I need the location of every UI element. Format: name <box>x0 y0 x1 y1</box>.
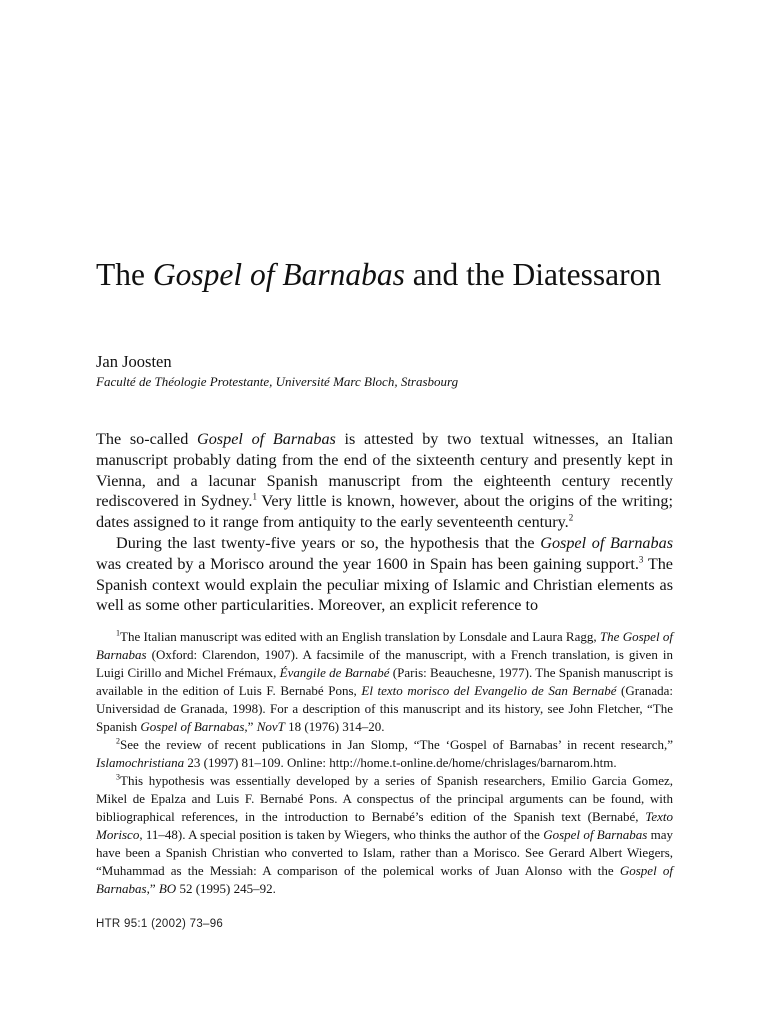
text-run: During the last twenty-five years or so, the hypothesis that the <box>116 533 541 552</box>
italic-run: Gospel of Barnabas <box>540 533 673 552</box>
text-run: ,” <box>146 881 159 896</box>
footnote-3 <box>96 772 673 898</box>
paragraph-1 <box>96 429 673 533</box>
footnote-number: 2 <box>116 736 120 746</box>
text-run: The so-called <box>96 430 198 448</box>
author-name: Jan Joosten <box>96 352 172 371</box>
article-title <box>96 256 673 294</box>
title-italic: Gospel of Barnabas <box>152 257 405 292</box>
title-pre: The <box>96 257 153 292</box>
italic-run: El texto morisco del Evangelio de San Bernabé <box>361 683 617 698</box>
footnote-2 <box>96 736 673 772</box>
italic-run: Islamochristiana <box>96 755 185 770</box>
italic-run: Gospel of Barnabas <box>197 430 336 448</box>
text-run: , 11–48). A special position is taken by Wiegers, who thinks the author of the <box>139 827 544 842</box>
text-run: This hypothesis was essentially developed by a series of Spanish researchers, Emilio Garcia Gomez, Mikel de Epalza and Luis F. Bernabé Pons. A conspectus of the principal arguments can be found, with bibliographical references, in the introduction to Bernabé’s edition of the Spanish text (Bernabé, <box>96 773 673 824</box>
text-run: was created by a Morisco around the year 1600 in Spain has been gaining support. <box>96 554 639 573</box>
italic-run: BO <box>158 881 177 896</box>
italic-run: NovT <box>256 719 285 734</box>
paragraph-2 <box>96 533 673 616</box>
italic-run: Gospel of Barnabas <box>96 863 673 896</box>
footnote-1 <box>96 628 673 736</box>
text-run: may have been a Spanish Christian who converted to Islam, rather than a Morisco. See Gerard Albert Wiegers, “Muhammad as the Messiah: A comparison of the polemical works of Juan Alonso with the <box>96 827 674 878</box>
text-run: 23 (1997) 81–109. Online: http://home.t-online.de/home/chrislages/barnarom.htm. <box>184 755 617 770</box>
footnotes <box>96 628 673 898</box>
italic-run: Texto Morisco <box>96 809 673 842</box>
italic-run: Évangile de Barnabé <box>279 665 390 680</box>
text-run: Very little is known, however, about the origins of the writing; dates assigned to it range from antiquity to the early seventeenth century. <box>96 492 673 532</box>
body-text <box>96 429 673 616</box>
text-run: is attested by two textual witnesses, an Italian manuscript probably dating from the end of the sixteenth century and presently kept in Vienna, and a lacunar Spanish manuscript from the eighteenth century recently rediscovered in Sydney. <box>96 430 673 511</box>
text-run: 52 (1995) 245–92. <box>176 881 276 896</box>
text-run: (Oxford: Clarendon, 1907). A facsimile of the manuscript, with a French translation, is given in Luigi Cirillo and Michel Frémaux, <box>96 647 673 680</box>
text-run: The Italian manuscript was edited with an English translation by Lonsdale and Laura Ragg, <box>120 629 600 644</box>
text-run: ,” <box>244 719 257 734</box>
text-run: 18 (1976) 314–20. <box>284 719 385 734</box>
author-affiliation: Faculté de Théologie Protestante, Université Marc Bloch, Strasbourg <box>96 374 459 389</box>
title-post: and the Diatessaron <box>404 257 662 292</box>
text-run: (Paris: Beauchesne, 1977). The Spanish manuscript is available in the edition of Luis F. Bernabé Pons, <box>96 665 674 698</box>
text-run: (Granada: Universidad de Granada, 1998). For a description of this manuscript and its history, see John Fletcher, “The Spanish <box>96 683 674 734</box>
text-run: See the review of recent publications in Jan Slomp, “The ‘Gospel of Barnabas’ in recent research,” <box>120 737 673 752</box>
italic-run: Gospel of Barnabas <box>543 827 648 842</box>
footnote-ref-1[interactable]: 1 <box>252 492 257 502</box>
text-run: The Spanish context would explain the peculiar mixing of Islamic and Christian elements as well as some other particularities. Moreover, an explicit reference to <box>96 554 673 615</box>
italic-run: The Gospel of Barnabas <box>96 629 673 662</box>
footnote-number: 1 <box>116 628 120 638</box>
running-footer: HTR 95:1 (2002) 73–96 <box>96 918 224 930</box>
italic-run: Gospel of Barnabas <box>140 719 245 734</box>
footnote-ref-2[interactable]: 2 <box>568 512 574 523</box>
footnote-number: 3 <box>116 772 120 782</box>
footnote-ref-3[interactable]: 3 <box>638 554 644 565</box>
